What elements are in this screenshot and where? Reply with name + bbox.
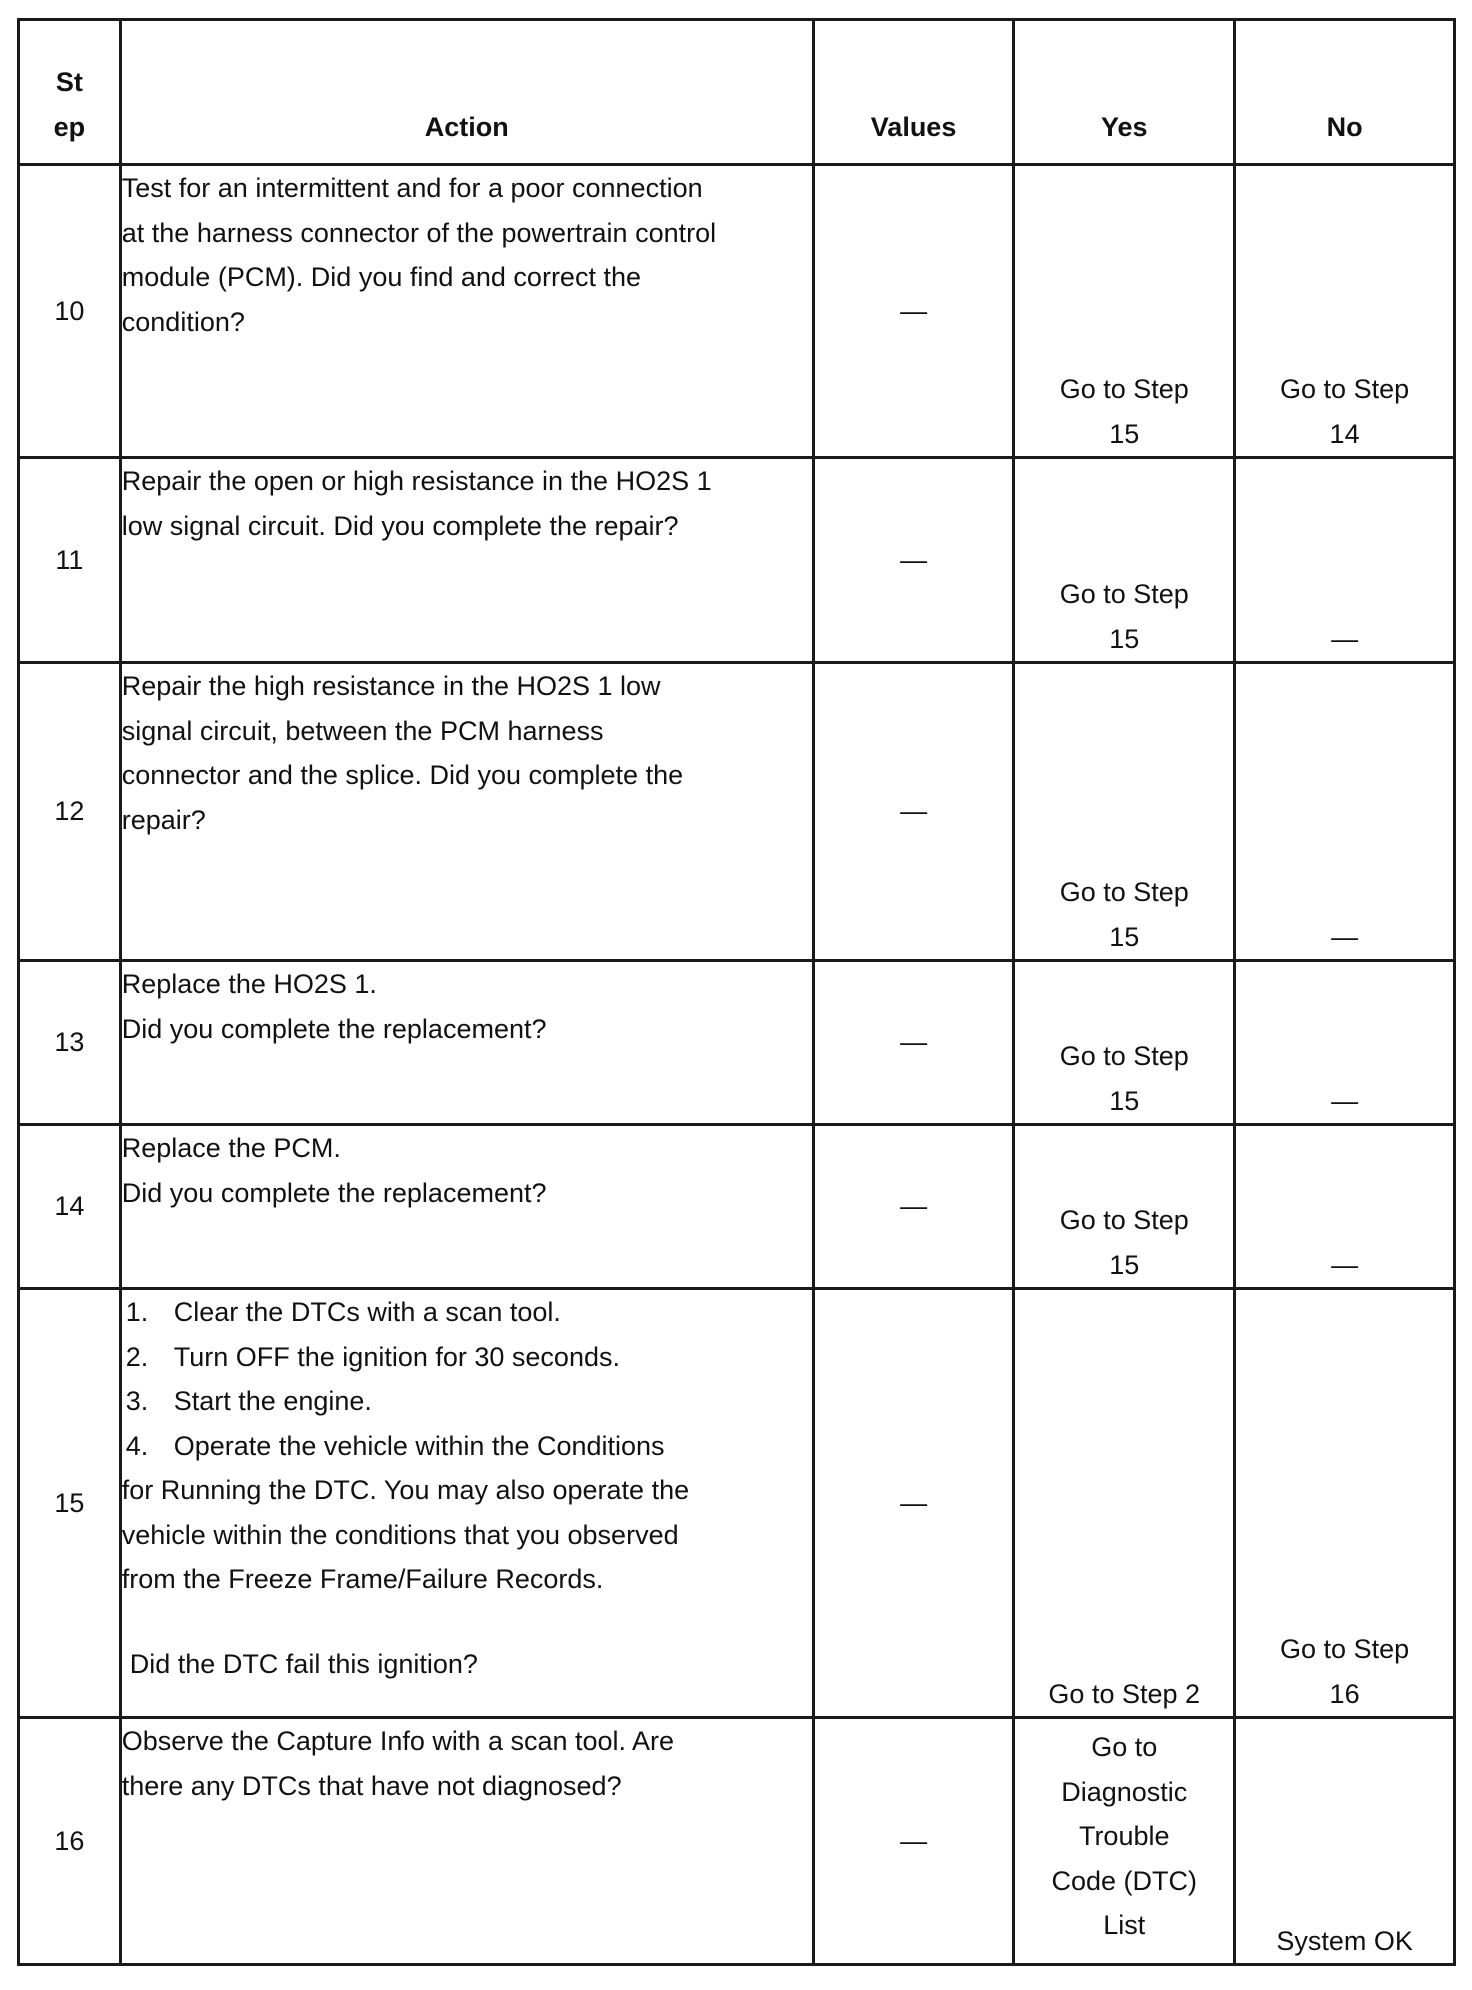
no-cell: Go to Step 14 [1235,165,1455,458]
table-row-step-12 [19,663,1455,961]
header-step: St ep [19,20,121,165]
action-cell: 1. Clear the DTCs with a scan tool. 2. Turn OFF the ignition for 30 seconds. 3. Start the engine. 4. Operate the vehicle within the Conditions for Running the DTC. You may also operate the vehicle within the conditions that you observed from the Freeze Frame/Failure Records. Did the DTC fail this ignition? [120,1289,813,1718]
values-cell: — [813,458,1013,663]
table-row-step-16 [19,1718,1455,1965]
action-cell: Repair the open or high resistance in the HO2S 1 low signal circuit. Did you complete the repair? [120,458,813,663]
values-cell: — [813,165,1013,458]
table-row-step-11 [19,458,1455,663]
values-cell: — [813,1289,1013,1718]
step-number: 12 [19,663,121,961]
step-number: 16 [19,1718,121,1965]
list-item: 2. Turn OFF the ignition for 30 seconds. [125,1341,620,1372]
values-cell: — [813,663,1013,961]
action-cell: Test for an intermittent and for a poor connection at the harness connector of the powertrain control module (PCM). Did you find and correct the condition? [120,165,813,458]
list-item: 1. Clear the DTCs with a scan tool. [125,1297,561,1327]
yes-cell: Go to Step 15 [1014,458,1235,663]
action-cell: Replace the HO2S 1. Did you complete the replacement? [120,961,813,1125]
table-row-step-10 [19,165,1455,458]
header-no: No [1235,20,1455,165]
no-cell: System OK [1235,1718,1455,1965]
step-number: 14 [19,1125,121,1289]
no-cell: — [1235,961,1455,1125]
list-item: 4. Operate the vehicle within the Conditions [125,1430,665,1461]
no-cell: — [1235,663,1455,961]
no-cell: — [1235,1125,1455,1289]
yes-cell: Go to Step 15 [1014,663,1235,961]
step-number: 13 [19,961,121,1125]
header-values: Values [813,20,1013,165]
header-yes: Yes [1014,20,1235,165]
yes-cell: Go to Step 15 [1014,165,1235,458]
yes-cell: Go to Step 2 [1014,1289,1235,1718]
header-row [19,20,1455,165]
no-cell: Go to Step 16 [1235,1289,1455,1718]
question-text: Did the DTC fail this ignition? [129,1648,478,1679]
list-item: 3. Start the engine. [125,1386,372,1416]
table-row-step-15 [19,1289,1455,1718]
table-row-step-13 [19,961,1455,1125]
yes-cell: Go to Step 15 [1014,961,1235,1125]
action-cell: Replace the PCM. Did you complete the replacement? [120,1125,813,1289]
step-number: 10 [19,165,121,458]
action-cell: Repair the high resistance in the HO2S 1 low signal circuit, between the PCM harness connector and the splice. Did you complete the repair? [120,663,813,961]
step-number: 15 [19,1289,121,1718]
yes-cell: Go to Step 15 [1014,1125,1235,1289]
diagnostic-table [17,18,1456,1966]
table-row-step-14 [19,1125,1455,1289]
yes-cell: Go to Diagnostic Trouble Code (DTC) List [1014,1718,1235,1965]
values-cell: — [813,1125,1013,1289]
header-action: Action [120,20,813,165]
action-cell: Observe the Capture Info with a scan tool. Are there any DTCs that have not diagnosed? [120,1718,813,1965]
values-cell: — [813,961,1013,1125]
no-cell: — [1235,458,1455,663]
step-number: 11 [19,458,121,663]
values-cell: — [813,1718,1013,1965]
